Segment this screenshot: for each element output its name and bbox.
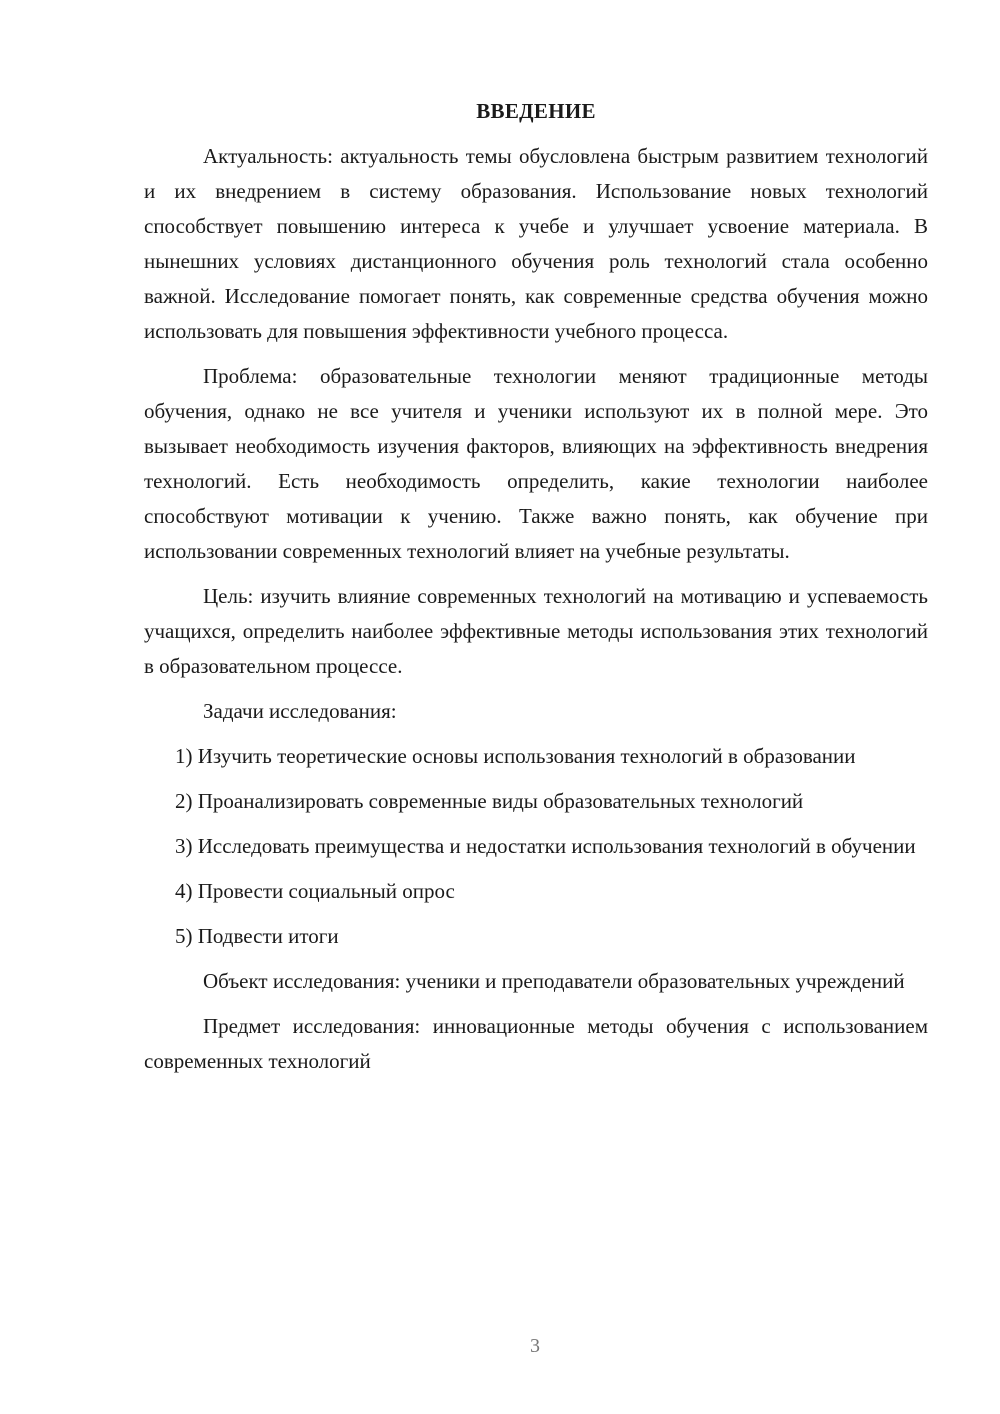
page-title: ВВЕДЕНИЕ [476, 99, 596, 123]
task-item: 2) Проанализировать современные виды образовательных технологий [175, 789, 804, 813]
task-item: 3) Исследовать преимущества и недостатки использования технологий в обучении [175, 834, 916, 858]
tasks-heading: Задачи исследования: [203, 699, 397, 723]
object-paragraph: Объект исследования: ученики и преподаватели образовательных учреждений [203, 969, 905, 993]
problem-paragraph: Проблема: образовательные технологии меняют традиционные методы обучения, однако не все учителя и ученики используют их в полной мере. Это вызывает необходимость изучения факторов, влияющих на эффективность внедрения технологий. Есть необходимость определить, какие технологии наиболее способствуют мотивации к учению. Также важно понять, как обучение при использовании современных технологий влияет на учебные результаты. [144, 364, 928, 563]
task-item: 4) Провести социальный опрос [175, 879, 455, 903]
task-item: 1) Изучить теоретические основы использования технологий в образовании [175, 744, 856, 768]
document-page [144, 94, 928, 1089]
subject-paragraph: Предмет исследования: инновационные методы обучения с использованием современных технологий [144, 1014, 928, 1073]
task-item: 5) Подвести итоги [175, 924, 339, 948]
page-number: 3 [530, 1335, 540, 1357]
tasks-list [144, 739, 928, 954]
relevance-paragraph: Актуальность: актуальность темы обусловлена быстрым развитием технологий и их внедрением в систему образования. Использование новых технологий способствует повышению интереса к учебе и улучшает усвоение материала. В нынешних условиях дистанционного обучения роль технологий стала особенно важной. Исследование помогает понять, как современные средства обучения можно использовать для повышения эффективности учебного процесса. [144, 144, 928, 343]
goal-paragraph: Цель: изучить влияние современных технологий на мотивацию и успеваемость учащихся, определить наиболее эффективные методы использования этих технологий в образовательном процессе. [144, 584, 928, 678]
